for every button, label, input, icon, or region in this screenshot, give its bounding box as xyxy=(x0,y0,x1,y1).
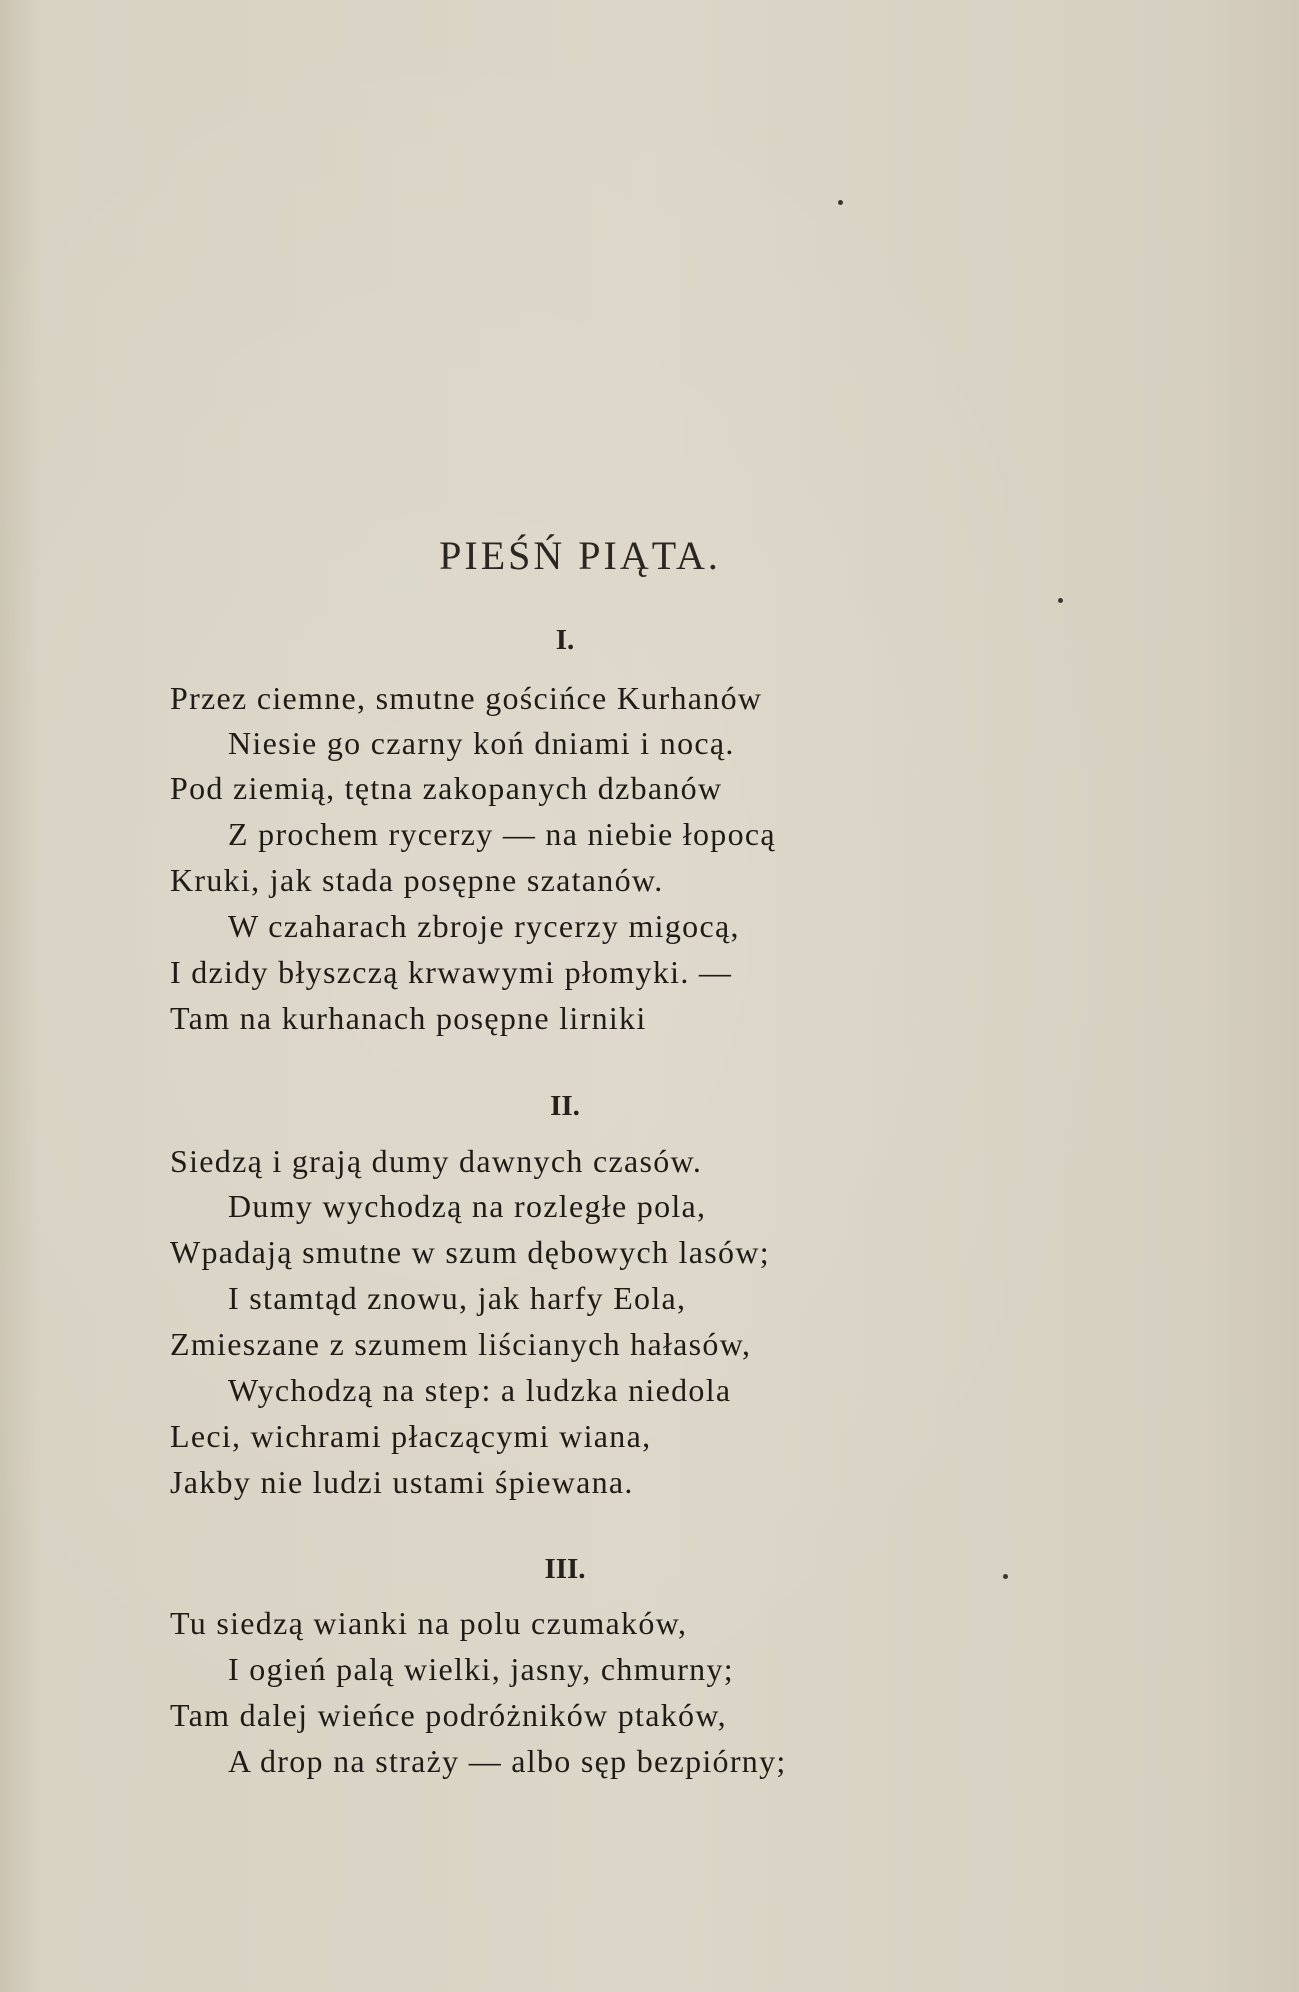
verse-line: I stamtąd znowu, jak harfy Eola, xyxy=(228,1280,687,1316)
verse-line: Tam na kurhanach posępne lirniki xyxy=(170,1000,647,1036)
verse-line: Pod ziemią, tętna zakopanych dzbanów xyxy=(170,770,723,806)
stanza-number: II. xyxy=(550,1090,580,1122)
verse-line: Tu siedzą wianki na polu czumaków, xyxy=(170,1605,688,1641)
ink-speck xyxy=(1003,1574,1008,1579)
verse-line: Z prochem rycerzy — na niebie łopocą xyxy=(228,816,776,852)
verse-line: W czaharach zbroje rycerzy migocą, xyxy=(228,908,740,944)
verse-line: Siedzą i grają dumy dawnych czasów. xyxy=(170,1143,703,1179)
poem-title: PIEŚŃ PIĄTA. xyxy=(439,533,721,578)
verse-line: Zmieszane z szumem liścianych hałasów, xyxy=(170,1326,752,1362)
verse-line: Jakby nie ludzi ustami śpiewana. xyxy=(170,1464,634,1500)
verse-line: Wpadają smutne w szum dębowych lasów; xyxy=(170,1234,770,1270)
ink-speck xyxy=(838,200,843,205)
verse-line: Tam dalej wieńce podróżników ptaków, xyxy=(170,1697,727,1733)
ink-speck xyxy=(1058,598,1063,603)
verse-line: A drop na straży — albo sęp bezpiórny; xyxy=(228,1743,787,1779)
verse-line: I ogień palą wielki, jasny, chmurny; xyxy=(228,1651,734,1687)
verse-line: Niesie go czarny koń dniami i nocą. xyxy=(228,725,735,761)
stanza-number: III. xyxy=(544,1553,586,1585)
verse-line: I dzidy błyszczą krwawymi płomyki. — xyxy=(170,954,733,990)
verse-line: Dumy wychodzą na rozległe pola, xyxy=(228,1188,707,1224)
verse-line: Leci, wichrami płaczącymi wiana, xyxy=(170,1418,652,1454)
show-through-mark xyxy=(430,95,1230,125)
stanza-number: I. xyxy=(555,624,575,656)
verse-line: Przez ciemne, smutne gościńce Kurhanów xyxy=(170,680,763,716)
verse-line: Kruki, jak stada posępne szatanów. xyxy=(170,862,664,898)
verse-line: Wychodzą na step: a ludzka niedola xyxy=(228,1372,732,1408)
